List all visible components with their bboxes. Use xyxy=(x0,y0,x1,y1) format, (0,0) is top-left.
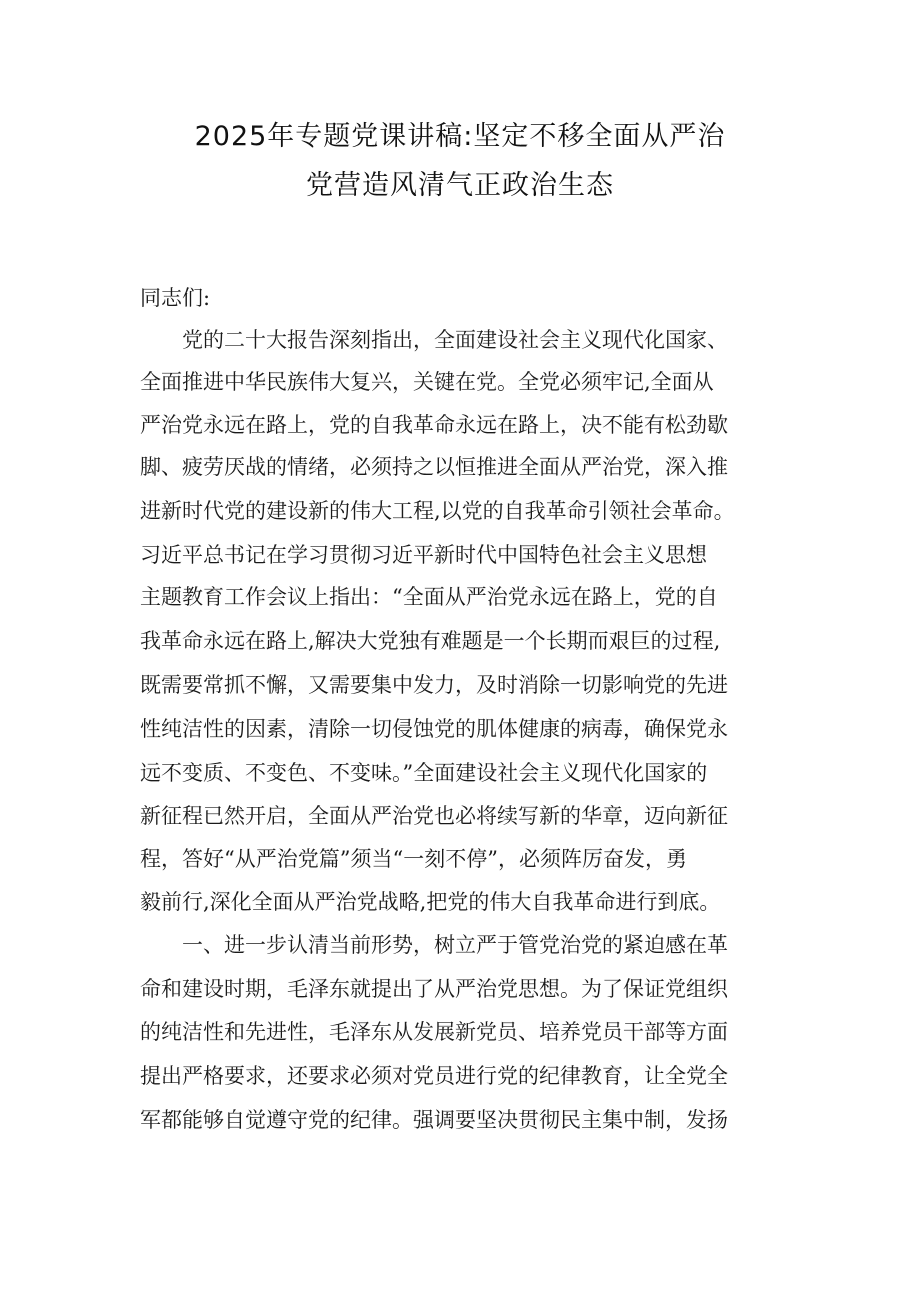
paragraph-line-16: 命和建设时期，毛泽东就提出了从严治党思想。为了保证党组织 xyxy=(140,977,728,1001)
paragraph-line-18: 提出严格要求，还要求必须对党员进行党的纪律教育，让全党全 xyxy=(140,1064,728,1088)
paragraph-line-12: 新征程已然开启，全面从严治党也必将续写新的华章，迈向新征 xyxy=(140,804,728,828)
document-title-line-2: 党营造风清气正政治生态 xyxy=(306,170,614,201)
paragraph-line-19: 军都能够自觉遵守党的纪律。强调要坚决贯彻民主集中制，发扬 xyxy=(140,1108,728,1132)
paragraph-line-13: 程，答好“从严治党篇”须当“一刻不停”，必须阵厉奋发，勇 xyxy=(140,847,687,871)
paragraph-line-1: 党的二十大报告深刻指出，全面建设社会主义现代化国家、 xyxy=(182,328,728,352)
paragraph-line-14: 毅前行,深化全面从严治党战略,把党的伟大自我革命进行到底。 xyxy=(140,890,721,914)
paragraph-line-4: 脚、疲劳厌战的情绪，必须持之以恒推进全面从严治党，深入推 xyxy=(140,455,728,479)
paragraph-line-6: 习近平总书记在学习贯彻习近平新时代中国特色社会主义思想 xyxy=(140,543,707,567)
document-title-line-1: 2025年专题党课讲稿:坚定不移全面从严治 xyxy=(194,121,726,152)
paragraph-line-9: 既需要常抓不懈，又需要集中发力，及时消除一切影响党的先进 xyxy=(140,673,728,697)
paragraph-line-7: 主题教育工作会议上指出：“全面从严治党永远在路上，党的自 xyxy=(140,585,718,609)
paragraph-line-17: 的纯洁性和先进性，毛泽东从发展新党员、培养党员干部等方面 xyxy=(140,1020,728,1044)
section-heading-line: 一、进一步认清当前形势，树立严于管党治党的紧迫感在革 xyxy=(182,933,728,957)
paragraph-line-5: 进新时代党的建设新的伟大工程,以党的自我革命引领社会革命。 xyxy=(140,499,735,523)
paragraph-line-2: 全面推进中华民族伟大复兴，关键在党。全党必须牢记,全面从 xyxy=(140,370,714,394)
paragraph-line-10: 性纯洁性的因素，清除一切侵蚀党的肌体健康的病毒，确保党永 xyxy=(140,717,728,741)
paragraph-line-3: 严治党永远在路上，党的自我革命永远在路上，决不能有松劲歇 xyxy=(140,413,728,437)
paragraph-line-8: 我革命永远在路上,解决大党独有难题是一个长期而艰巨的过程, xyxy=(140,629,721,653)
paragraph-line-11: 远不变质、不变色、不变味。”全面建设社会主义现代化国家的 xyxy=(140,761,708,785)
salutation: 同志们: xyxy=(140,286,211,310)
